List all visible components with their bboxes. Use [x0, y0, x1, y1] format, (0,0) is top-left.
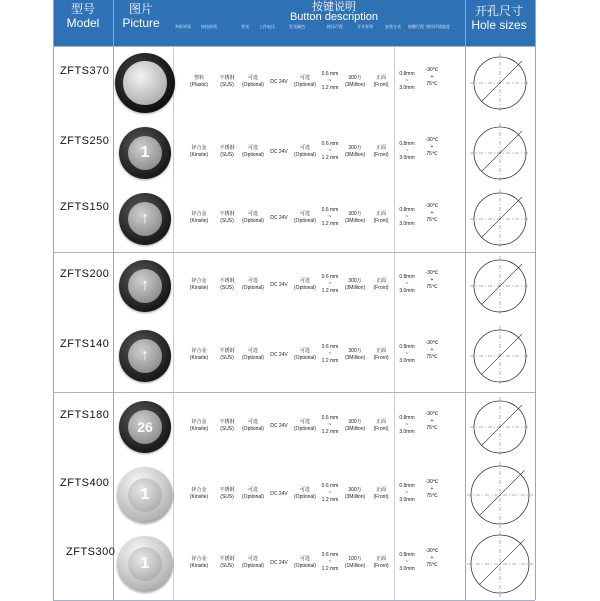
model-label: ZFTS300 [66, 546, 116, 558]
backlight: 可选 (Optional) [242, 211, 264, 224]
header-subcol: 安装方式 [385, 24, 401, 29]
frame-material: 塑料 (Plastic) [189, 75, 209, 88]
light-color: 可选 (Optional) [294, 211, 316, 224]
button-picture [119, 330, 171, 382]
voltage: DC 24V [270, 560, 288, 566]
hole-diameter-line [482, 197, 522, 237]
header-hole-zh: 开孔尺寸 [474, 4, 523, 18]
backlight: 可选 (Optional) [242, 278, 264, 291]
model-label: ZFTS400 [60, 477, 110, 489]
light-color: 可选 (Optional) [294, 487, 316, 500]
button-picture [117, 536, 173, 592]
press-travel: 0.8mm ~ 3.0mm [399, 344, 415, 364]
button-face [128, 410, 162, 444]
switch-life: 300万 (3Million) [344, 348, 366, 361]
model-label: ZFTS370 [60, 65, 110, 77]
mount-type: 正面 (Front) [373, 348, 389, 361]
header-subcol: 按键行程 [408, 24, 424, 29]
row-divider [53, 392, 535, 393]
header-desc-en: Button description [289, 11, 379, 23]
header-subcol: 使用环境温度 [426, 24, 450, 29]
button-face [128, 478, 163, 513]
voltage: DC 24V [270, 352, 288, 358]
backlight: 可选 (Optional) [242, 145, 264, 158]
column-divider [113, 0, 114, 600]
stroke-range: 0.6 mm ~ 1.2 mm [321, 344, 339, 364]
header-picture-en: Picture [122, 16, 160, 30]
mount-type: 正面 (Front) [373, 487, 389, 500]
stroke-range: 0.6 mm ~ 1.2 mm [321, 274, 339, 294]
header-subcol: 按压行程 [327, 24, 343, 29]
press-travel: 0.8mm ~ 3.0mm [399, 483, 415, 503]
frame-material: 锌合金 (Kinsite) [189, 419, 209, 432]
hole-diameter-line [480, 539, 525, 584]
mount-type: 正面 (Front) [373, 556, 389, 569]
hole-size-diagram [467, 120, 533, 186]
temp-range: -30℃ + 75℃ [425, 411, 439, 431]
press-travel: 0.8mm ~ 3.0mm [399, 552, 415, 572]
hole-size-diagram [467, 394, 533, 460]
voltage: DC 24V [270, 423, 288, 429]
backlight: 可选 (Optional) [242, 75, 264, 88]
stroke-range: 0.6 mm ~ 1.2 mm [321, 415, 339, 435]
model-label: ZFTS250 [60, 135, 110, 147]
stroke-range: 0.6 mm ~ 1.2 mm [321, 71, 339, 91]
frame-material: 锌合金 (Kinsite) [189, 145, 209, 158]
button-symbol: ↑ [140, 346, 149, 364]
button-face [128, 339, 162, 373]
switch-life: 300万 (3Million) [344, 75, 366, 88]
frame-material: 锌合金 (Kinsite) [189, 211, 209, 224]
temp-range: -30℃ + 75℃ [425, 479, 439, 499]
switch-life: 300万 (3Million) [344, 145, 366, 158]
switch-life: 300万 (3Million) [344, 211, 366, 224]
button-symbol: 1 [140, 485, 150, 503]
header-subcol: 工作电压 [259, 24, 275, 29]
hole-diameter-line [482, 131, 522, 171]
stroke-range: 0.6 mm ~ 1.2 mm [321, 483, 339, 503]
header-subcol: 外框材质 [175, 24, 191, 29]
button-material: 不锈钢 (SUS) [219, 487, 235, 500]
light-color: 可选 (Optional) [294, 145, 316, 158]
hole-diameter-line [482, 61, 522, 101]
hole-size-diagram [467, 323, 533, 389]
temp-range: -30℃ + 75℃ [425, 67, 439, 87]
temp-range: -30℃ + 75℃ [425, 548, 439, 568]
backlight: 可选 (Optional) [242, 348, 264, 361]
mount-type: 正面 (Front) [373, 211, 389, 224]
voltage: DC 24V [270, 79, 288, 85]
light-color: 可选 (Optional) [294, 556, 316, 569]
temp-range: -30℃ + 75℃ [425, 270, 439, 290]
button-face [128, 547, 163, 582]
switch-life: 300万 (3Million) [344, 419, 366, 432]
stroke-range: 0.6 mm ~ 1.2 mm [321, 552, 339, 572]
button-picture [115, 53, 175, 113]
voltage: DC 24V [270, 282, 288, 288]
voltage: DC 24V [270, 491, 288, 497]
press-travel: 0.8mm ~ 3.0mm [399, 274, 415, 294]
button-material: 不锈钢 (SUS) [219, 419, 235, 432]
model-label: ZFTS200 [60, 268, 110, 280]
button-face [128, 136, 162, 170]
row-divider [53, 46, 535, 47]
frame-material: 锌合金 (Kinsite) [189, 487, 209, 500]
voltage: DC 24V [270, 215, 288, 221]
press-travel: 0.8mm ~ 3.0mm [399, 141, 415, 161]
press-travel: 0.8mm ~ 3.0mm [399, 415, 415, 435]
header-subcol: 发光颜色 [289, 24, 305, 29]
button-material: 不锈钢 (SUS) [219, 556, 235, 569]
backlight: 可选 (Optional) [242, 556, 264, 569]
light-color: 可选 (Optional) [294, 75, 316, 88]
hole-size-diagram [464, 528, 536, 600]
hole-size-diagram [464, 459, 536, 531]
light-color: 可选 (Optional) [294, 419, 316, 432]
button-material: 不锈钢 (SUS) [219, 211, 235, 224]
table-header [53, 0, 535, 46]
column-divider [53, 0, 54, 600]
mount-type: 正面 (Front) [373, 145, 389, 158]
stroke-range: 0.6 mm ~ 1.2 mm [321, 207, 339, 227]
column-divider [394, 46, 395, 600]
temp-range: -30℃ + 75℃ [425, 203, 439, 223]
button-picture [119, 193, 171, 245]
hole-size-diagram [467, 50, 533, 116]
press-travel: 0.8mm ~ 3.0mm [399, 207, 415, 227]
button-face [123, 61, 166, 104]
hole-diameter-line [482, 334, 522, 374]
frame-material: 锌合金 (Kinsite) [189, 278, 209, 291]
header-hole-en: Hole sizes [471, 18, 527, 32]
button-picture [119, 127, 171, 179]
model-label: ZFTS180 [60, 409, 110, 421]
model-label: ZFTS150 [60, 201, 110, 213]
backlight: 可选 (Optional) [242, 419, 264, 432]
button-picture [117, 467, 173, 523]
button-picture [119, 260, 171, 312]
temp-range: -30℃ + 75℃ [425, 340, 439, 360]
hole-diameter-line [482, 405, 522, 445]
button-material: 不锈钢 (SUS) [219, 278, 235, 291]
light-color: 可选 (Optional) [294, 278, 316, 291]
hole-diameter-line [480, 470, 525, 515]
mount-type: 正面 (Front) [373, 419, 389, 432]
header-model-en: Model [66, 16, 100, 30]
header-picture [113, 2, 169, 30]
row-divider [53, 252, 535, 253]
button-symbol: ↑ [140, 276, 149, 294]
hole-size-diagram [467, 253, 533, 319]
switch-life: 300万 (3Million) [344, 278, 366, 291]
press-travel: 0.8mm ~ 3.0mm [399, 71, 415, 91]
temp-range: -30℃ + 75℃ [425, 137, 439, 157]
light-color: 可选 (Optional) [294, 348, 316, 361]
header-picture-zh: 图片 [128, 2, 153, 16]
frame-material: 锌合金 (Kinsite) [189, 556, 209, 569]
header-subcol: 背光 [241, 24, 249, 29]
hole-size-diagram [467, 186, 533, 252]
button-material: 不锈钢 (SUS) [219, 145, 235, 158]
button-symbol: ↑ [140, 209, 149, 227]
switch-life: 300万 (3Million) [344, 487, 366, 500]
button-symbol: 1 [140, 554, 150, 572]
mount-type: 正面 (Front) [373, 278, 389, 291]
button-picture [119, 401, 171, 453]
button-face [128, 202, 162, 236]
header-desc-zh: 按键说明 [312, 1, 356, 13]
button-symbol: 26 [137, 418, 153, 435]
header-model-zh: 型号 [70, 2, 95, 16]
column-divider [173, 46, 174, 600]
frame-material: 锌合金 (Kinsite) [189, 348, 209, 361]
backlight: 可选 (Optional) [242, 487, 264, 500]
header-subcol: 按钮材质 [201, 24, 217, 29]
mount-type: 正面 (Front) [373, 75, 389, 88]
model-label: ZFTS140 [60, 338, 110, 350]
stroke-range: 0.6 mm ~ 1.2 mm [321, 141, 339, 161]
header-model [53, 2, 113, 30]
button-material: 不锈钢 (SUS) [219, 75, 235, 88]
switch-life: 100万 (1Million) [344, 556, 366, 569]
header-hole [463, 4, 535, 32]
button-symbol: 1 [140, 143, 150, 161]
voltage: DC 24V [270, 149, 288, 155]
button-face [128, 269, 162, 303]
button-material: 不锈钢 (SUS) [219, 348, 235, 361]
hole-diameter-line [482, 264, 522, 304]
header-subcol: 开关寿命 [357, 24, 373, 29]
